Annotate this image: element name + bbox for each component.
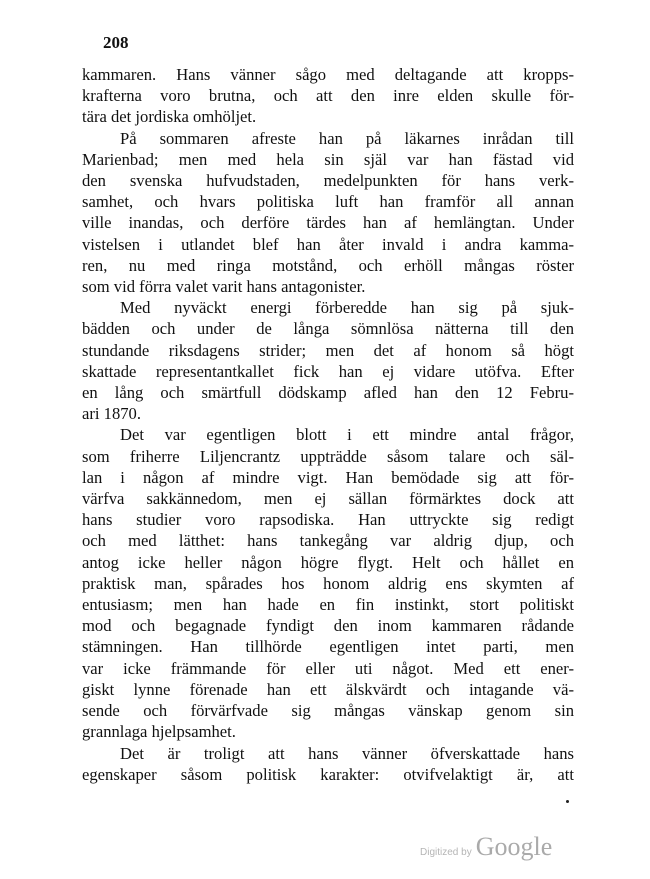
text-line: var icke främmande för eller uti något. Med ett ener- [82,658,574,678]
ink-dot [566,800,569,803]
text-line: Med nyväckt energi förberedde han sig på sjuk- [120,298,574,318]
digitized-by-label: Digitized by [420,847,472,858]
text-line: Det var egentligen blott i ett mindre antal frågor, [120,425,574,445]
text-line: värfva sakkännedom, men ej sällan förmärktes dock att [82,489,574,509]
text-line: sende och förvärfvade sig mångas vänskap genom sin [82,701,574,721]
text-line: entusiasm; men han hade en fin instinkt, stort politiskt [82,595,574,615]
text-line: giskt lynne förenade han ett älskvärdt och intagande vä- [82,679,574,699]
text-line: lan i någon af mindre vigt. Han bemödade sig att för- [82,467,574,487]
text-line: som friherre Liljencrantz uppträdde såsom talare och säl- [82,446,574,466]
text-line: grannlaga hjelpsamhet. [82,722,236,742]
text-line: Marienbad; men med hela sin själ var han fästad vid [82,149,574,169]
body-text [82,64,574,785]
text-line: samhet, och hvars politiska luft han framför all annan [82,192,574,212]
text-line: ville inandas, och derföre tärdes han af hemlängtan. Under [82,213,574,233]
text-line: stämningen. Han tillhörde egentligen intet parti, men [82,637,574,657]
digitized-watermark [420,832,552,862]
text-line: tära det jordiska omhöljet. [82,107,257,127]
text-line: ren, nu med ringa motstånd, och erhöll mångas röster [82,255,574,275]
text-line: kammaren. Hans vänner sågo med deltagande att kropps- [82,65,574,84]
text-line: Det är troligt att hans vänner öfverskattade hans [120,743,574,763]
text-line: och med lätthet: hans tankegång var aldrig djup, och [82,531,574,551]
text-line: vistelsen i utlandet blef han åter invald i andra kamma- [82,234,574,254]
page-number: 208 [103,33,129,52]
text-line: praktisk man, spårades hos honom aldrig ens skymten af [82,573,574,593]
text-line: På sommaren afreste han på läkarnes inrådan till [120,128,574,148]
text-line: ari 1870. [82,404,141,424]
text-line: egenskaper såsom politisk karakter: otvifvelaktigt är, att [82,764,574,784]
google-logo: Google [475,832,553,861]
text-line: stundande riksdagens strider; men det af honom så högt [82,340,574,360]
text-line: en lång och smärtfull dödskamp afled han den 12 Febru- [82,383,574,403]
text-line: hans studier voro rapsodiska. Han uttryckte sig redigt [82,510,574,530]
text-line: krafterna voro brutna, och att den inre elden skulle för- [82,86,574,106]
text-line: den svenska hufvudstaden, medelpunkten för hans verk- [82,171,574,191]
text-line: som vid förra valet varit hans antagonister. [82,277,366,297]
text-line: bädden och under de långa sömnlösa nätterna till den [82,319,574,339]
text-line: antog icke heller någon högre flygt. Helt och hållet en [82,552,574,572]
text-line: skattade representantkallet fick han ej vidare utöfva. Efter [82,361,574,381]
text-line: mod och begagnade fyndigt den inom kammaren rådande [82,616,574,636]
